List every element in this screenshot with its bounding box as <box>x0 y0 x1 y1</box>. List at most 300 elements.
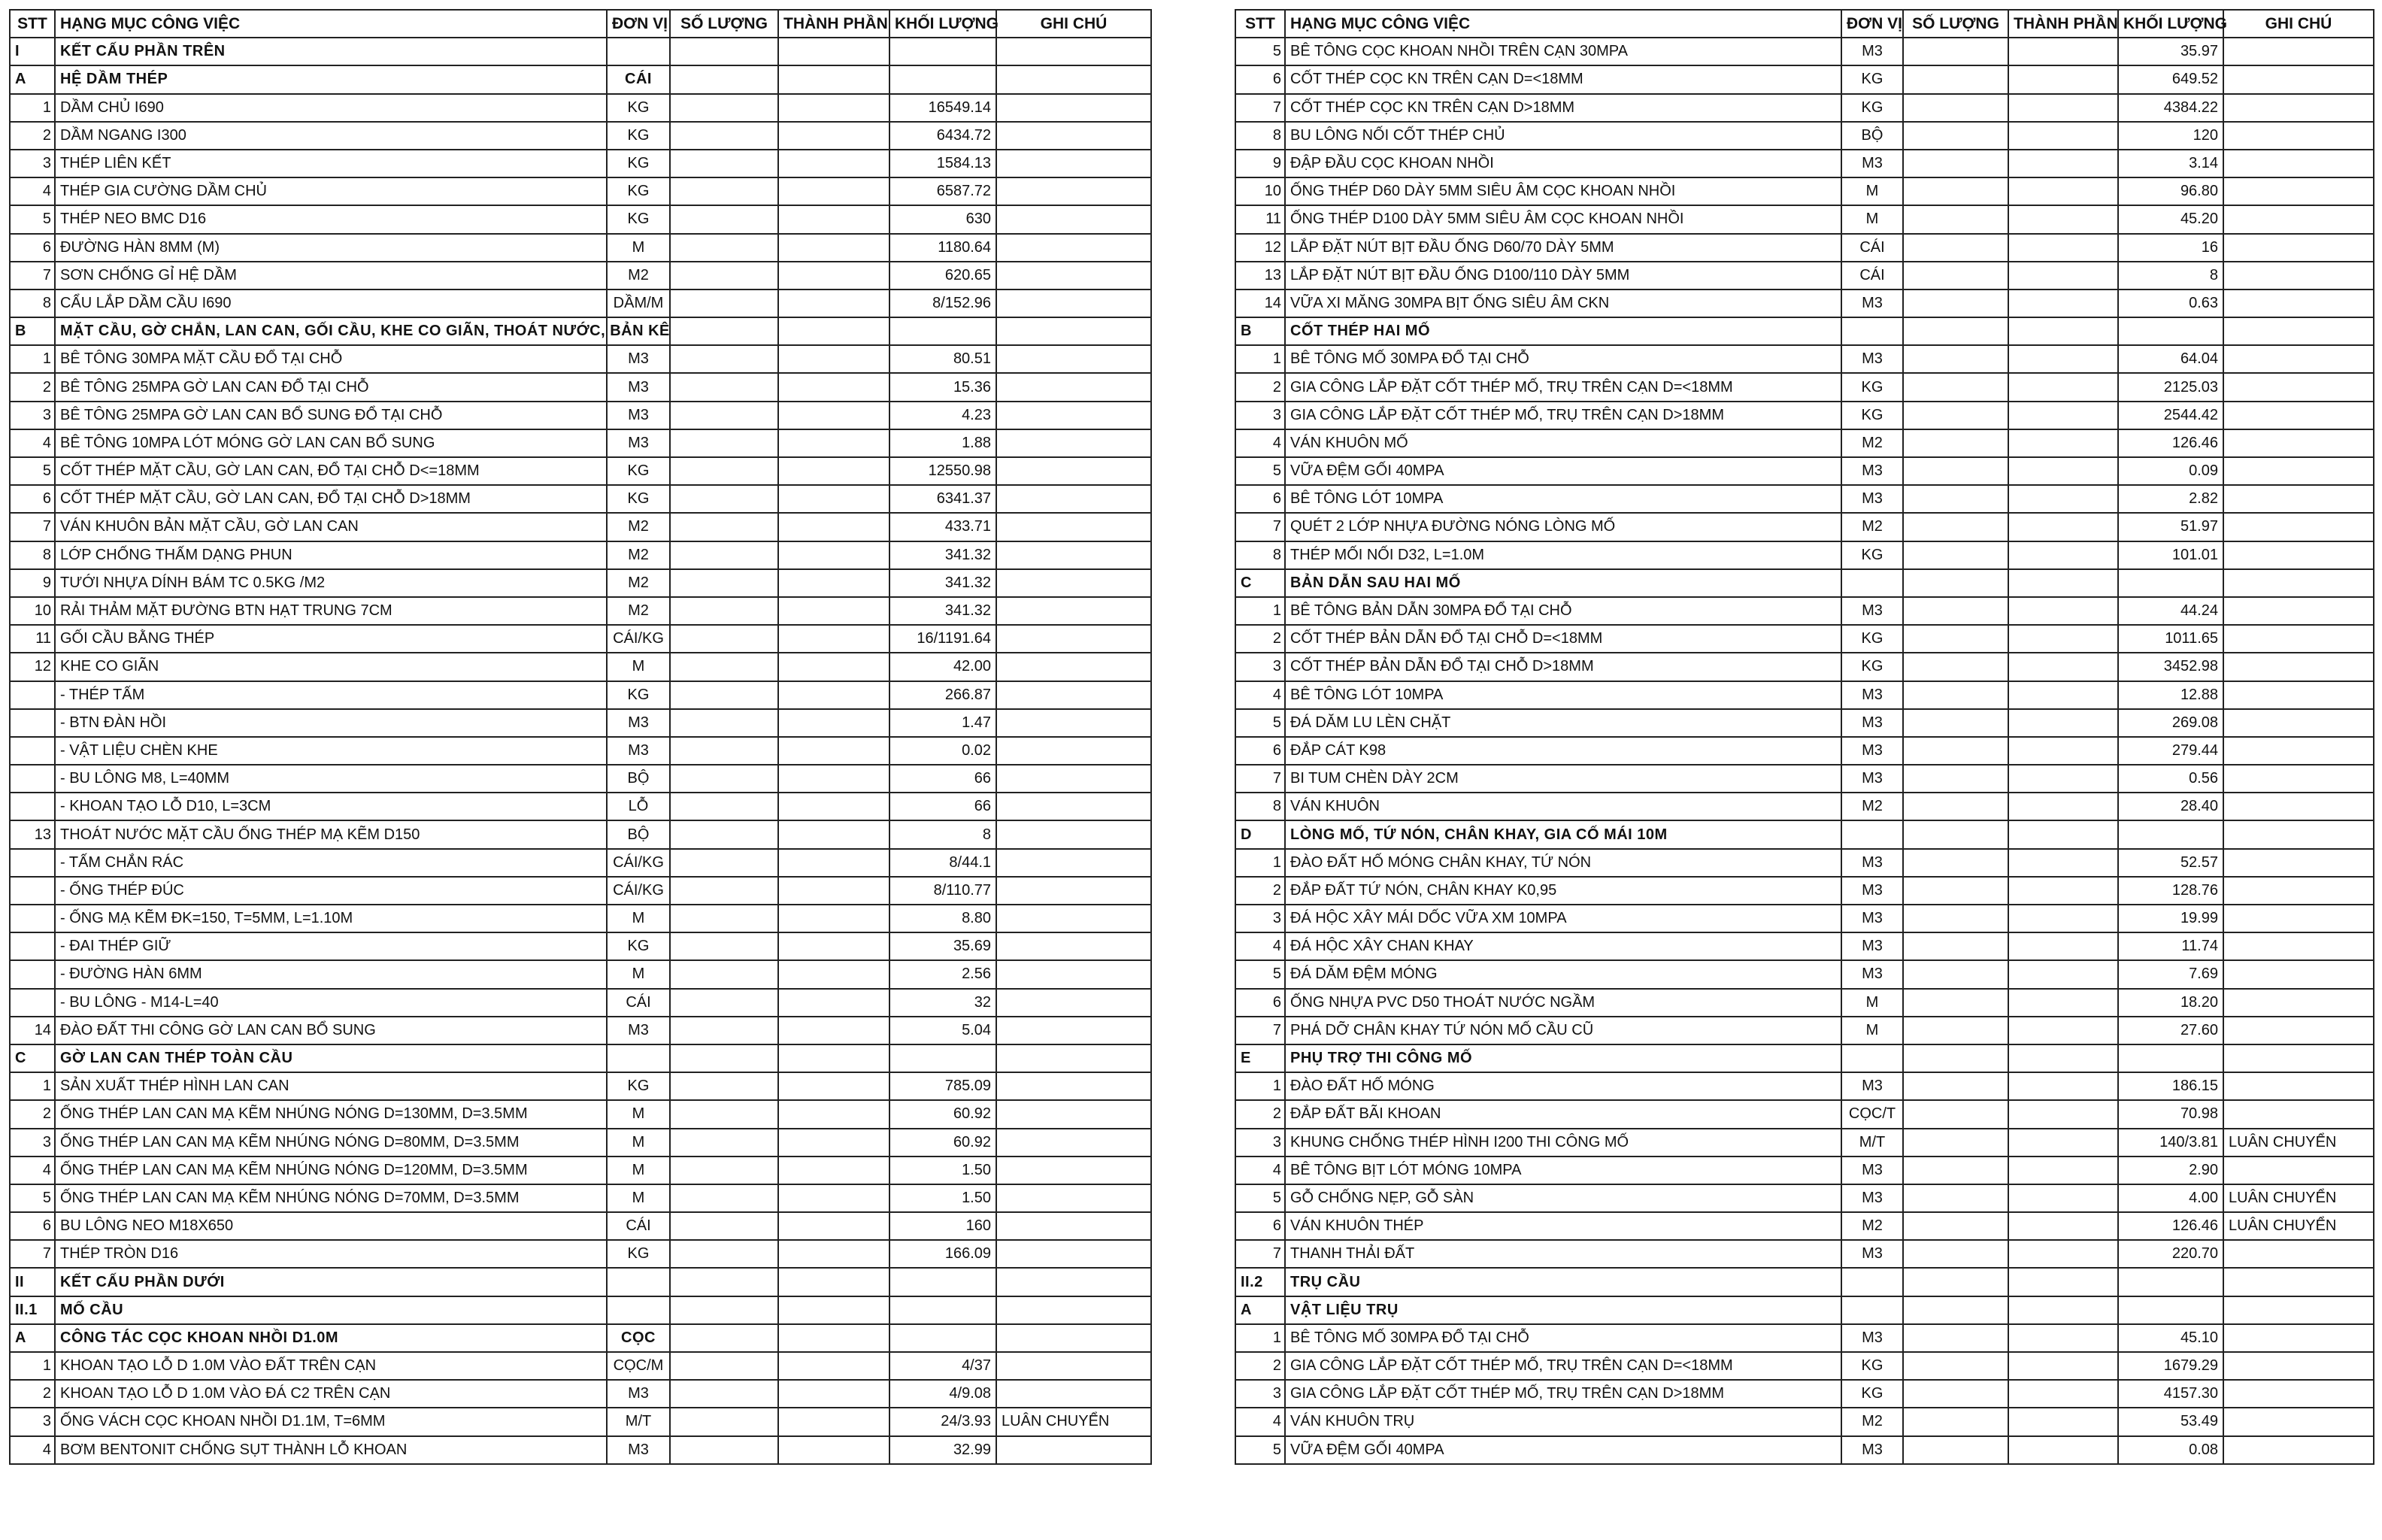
cell-item: - ỐNG MẠ KẼM ĐK=150, T=5MM, L=1.10M <box>55 905 607 932</box>
cell-component <box>778 625 889 653</box>
cell-component <box>778 597 889 625</box>
cell-volume: 12.88 <box>2118 681 2223 709</box>
cell-component <box>2008 1324 2118 1352</box>
cell-item: BÊ TÔNG BẢN DẪN 30MPA ĐỔ TẠI CHỖ <box>1285 597 1841 625</box>
cell-item: GỐI CẦU BẰNG THÉP <box>55 625 607 653</box>
cell-quantity <box>1903 765 2008 793</box>
cell-stt: 1 <box>10 94 55 122</box>
cell-stt: C <box>10 1044 55 1072</box>
cell-item: CỐT THÉP MẶT CẦU, GỜ LAN CAN, ĐỔ TẠI CHỖ D>18MM <box>55 485 607 513</box>
cell-item: - TẤM CHẮN RÁC <box>55 849 607 877</box>
cell-unit <box>1841 820 1903 848</box>
table-row <box>10 737 1151 765</box>
cell-component <box>778 820 889 848</box>
left-quantity-table <box>9 9 1152 1465</box>
cell-item: CỐT THÉP CỌC KN TRÊN CẠN D>18MM <box>1285 94 1841 122</box>
cell-note <box>996 793 1151 820</box>
cell-stt: 6 <box>1235 989 1285 1017</box>
cell-unit: M2 <box>1841 793 1903 820</box>
cell-note <box>996 765 1151 793</box>
cell-item: VÁN KHUÔN <box>1285 793 1841 820</box>
cell-stt: 7 <box>1235 513 1285 541</box>
table-row <box>10 1017 1151 1044</box>
cell-unit: M2 <box>607 262 670 290</box>
cell-quantity <box>670 765 778 793</box>
cell-stt: 3 <box>10 1408 55 1435</box>
table-row <box>1235 849 2374 877</box>
cell-quantity <box>1903 429 2008 457</box>
table-row <box>1235 765 2374 793</box>
cell-unit: KG <box>1841 373 1903 401</box>
cell-component <box>778 1044 889 1072</box>
cell-note <box>2223 1436 2374 1464</box>
table-row <box>10 1380 1151 1408</box>
cell-note <box>2223 905 2374 932</box>
section-row <box>10 1044 1151 1072</box>
cell-item: - ỐNG THÉP ĐÚC <box>55 877 607 905</box>
cell-stt: 2 <box>1235 373 1285 401</box>
cell-quantity <box>1903 94 2008 122</box>
cell-volume: 140/3.81 <box>2118 1129 2223 1157</box>
cell-item: TRỤ CẦU <box>1285 1268 1841 1296</box>
cell-unit: M3 <box>1841 1184 1903 1212</box>
cell-quantity <box>1903 65 2008 93</box>
cell-item: - BTN ĐÀN HỒI <box>55 709 607 737</box>
cell-component <box>2008 65 2118 93</box>
cell-note <box>996 122 1151 150</box>
cell-stt: 10 <box>1235 177 1285 205</box>
cell-unit <box>607 1268 670 1296</box>
table-row <box>10 205 1151 233</box>
table-row <box>1235 1157 2374 1184</box>
table-row <box>1235 1240 2374 1268</box>
cell-note <box>996 94 1151 122</box>
cell-quantity <box>1903 569 2008 597</box>
cell-unit: BỘ <box>607 820 670 848</box>
cell-quantity <box>670 737 778 765</box>
cell-volume <box>889 1324 996 1352</box>
cell-component <box>778 877 889 905</box>
table-row <box>10 905 1151 932</box>
cell-unit: KG <box>1841 541 1903 569</box>
cell-note <box>2223 932 2374 960</box>
cell-stt: II.2 <box>1235 1268 1285 1296</box>
cell-item: VẬT LIỆU TRỤ <box>1285 1296 1841 1324</box>
cell-stt: 8 <box>1235 793 1285 820</box>
cell-volume: 120 <box>2118 122 2223 150</box>
cell-component <box>2008 1380 2118 1408</box>
cell-stt: 6 <box>1235 737 1285 765</box>
cell-unit: KG <box>607 457 670 485</box>
cell-item: ĐÁ HỘC XÂY MÁI DỐC VỮA XM 10MPA <box>1285 905 1841 932</box>
cell-volume: 3452.98 <box>2118 653 2223 681</box>
cell-quantity <box>670 1184 778 1212</box>
table-row <box>10 94 1151 122</box>
table-row <box>10 1240 1151 1268</box>
cell-unit: BỘ <box>1841 122 1903 150</box>
cell-stt: 13 <box>1235 262 1285 290</box>
table-row <box>10 989 1151 1017</box>
cell-component <box>778 653 889 681</box>
cell-item: BI TUM CHÈN DÀY 2CM <box>1285 765 1841 793</box>
cell-stt: 7 <box>10 1240 55 1268</box>
table-row <box>10 1157 1151 1184</box>
cell-unit: CÁI/KG <box>607 625 670 653</box>
cell-volume: 101.01 <box>2118 541 2223 569</box>
cell-item: VỮA XI MĂNG 30MPA BỊT ỐNG SIÊU ÂM CKN <box>1285 290 1841 317</box>
cell-item: ỐNG NHỰA PVC D50 THOÁT NƯỚC NGẦM <box>1285 989 1841 1017</box>
cell-unit: CỌC/M <box>607 1352 670 1380</box>
cell-stt: 4 <box>10 429 55 457</box>
cell-volume: 60.92 <box>889 1100 996 1128</box>
cell-note <box>2223 38 2374 65</box>
cell-stt: 4 <box>10 177 55 205</box>
cell-component <box>778 234 889 262</box>
cell-stt: 2 <box>10 122 55 150</box>
cell-component <box>2008 625 2118 653</box>
cell-note <box>996 402 1151 429</box>
cell-volume: 1679.29 <box>2118 1352 2223 1380</box>
table-row <box>1235 1324 2374 1352</box>
cell-stt: 11 <box>1235 205 1285 233</box>
cell-item: ĐƯỜNG HÀN 8MM (M) <box>55 234 607 262</box>
cell-item: BU LÔNG NỐI CỐT THÉP CHỦ <box>1285 122 1841 150</box>
cell-quantity <box>670 1240 778 1268</box>
cell-component <box>2008 373 2118 401</box>
cell-note <box>2223 234 2374 262</box>
cell-item: ĐÁ DĂM LU LÈN CHẶT <box>1285 709 1841 737</box>
cell-stt: 9 <box>1235 150 1285 177</box>
cell-quantity <box>670 625 778 653</box>
cell-stt: 1 <box>1235 597 1285 625</box>
cell-stt: 8 <box>1235 122 1285 150</box>
cell-note <box>2223 989 2374 1017</box>
cell-note <box>996 625 1151 653</box>
cell-unit: M3 <box>1841 1072 1903 1100</box>
cell-stt: 14 <box>10 1017 55 1044</box>
cell-quantity <box>1903 1017 2008 1044</box>
table-row <box>1235 1352 2374 1380</box>
cell-quantity <box>670 177 778 205</box>
cell-note <box>2223 709 2374 737</box>
header-unit: ĐƠN VỊ <box>607 10 670 38</box>
cell-note <box>2223 402 2374 429</box>
cell-note <box>996 1324 1151 1352</box>
cell-note <box>996 373 1151 401</box>
cell-stt: 3 <box>1235 653 1285 681</box>
cell-component <box>2008 1296 2118 1324</box>
cell-note <box>996 205 1151 233</box>
cell-note: LUÂN CHUYỂN <box>2223 1184 2374 1212</box>
cell-item: - BU LÔNG M8, L=40MM <box>55 765 607 793</box>
cell-item: HỆ DẦM THÉP <box>55 65 607 93</box>
cell-stt: 3 <box>1235 402 1285 429</box>
cell-note <box>2223 1240 2374 1268</box>
cell-stt: 5 <box>10 205 55 233</box>
cell-component <box>2008 793 2118 820</box>
cell-volume: 42.00 <box>889 653 996 681</box>
cell-quantity <box>670 150 778 177</box>
cell-item: - BU LÔNG - M14-L=40 <box>55 989 607 1017</box>
cell-component <box>2008 345 2118 373</box>
cell-quantity <box>1903 1268 2008 1296</box>
cell-note <box>996 597 1151 625</box>
table-row <box>1235 65 2374 93</box>
cell-unit: M2 <box>607 597 670 625</box>
table-row <box>10 1072 1151 1100</box>
cell-unit <box>1841 1268 1903 1296</box>
cell-volume: 2.82 <box>2118 485 2223 513</box>
table-row <box>1235 262 2374 290</box>
cell-component <box>2008 765 2118 793</box>
cell-component <box>2008 1129 2118 1157</box>
cell-item: LÒNG MỐ, TỨ NÓN, CHÂN KHAY, GIA CỐ MÁI 10M <box>1285 820 1841 848</box>
cell-volume: 4/37 <box>889 1352 996 1380</box>
cell-stt: 13 <box>10 820 55 848</box>
cell-note <box>2223 877 2374 905</box>
cell-note <box>996 1129 1151 1157</box>
cell-unit: KG <box>1841 1380 1903 1408</box>
cell-component <box>2008 597 2118 625</box>
cell-stt: D <box>1235 820 1285 848</box>
cell-item: THÉP GIA CƯỜNG DẦM CHỦ <box>55 177 607 205</box>
cell-unit <box>607 1044 670 1072</box>
cell-item: GỜ LAN CAN THÉP TOÀN CẦU <box>55 1044 607 1072</box>
section-row <box>1235 569 2374 597</box>
table-row <box>10 569 1151 597</box>
cell-note <box>996 1436 1151 1464</box>
cell-unit: M3 <box>1841 1240 1903 1268</box>
cell-component <box>2008 38 2118 65</box>
cell-item: MỐ CẦU <box>55 1296 607 1324</box>
cell-stt: 7 <box>10 262 55 290</box>
cell-volume: 0.63 <box>2118 290 2223 317</box>
cell-component <box>2008 541 2118 569</box>
cell-quantity <box>670 205 778 233</box>
cell-unit: M/T <box>607 1408 670 1435</box>
cell-volume: 96.80 <box>2118 177 2223 205</box>
cell-unit <box>1841 569 1903 597</box>
cell-volume: 1180.64 <box>889 234 996 262</box>
cell-unit: M2 <box>1841 429 1903 457</box>
cell-quantity <box>1903 877 2008 905</box>
cell-unit: M3 <box>1841 932 1903 960</box>
cell-stt <box>10 849 55 877</box>
cell-stt: 2 <box>1235 877 1285 905</box>
cell-volume: 45.20 <box>2118 205 2223 233</box>
cell-item: DẦM NGANG I300 <box>55 122 607 150</box>
section-row <box>10 1268 1151 1296</box>
cell-note <box>2223 1072 2374 1100</box>
cell-volume: 3.14 <box>2118 150 2223 177</box>
cell-stt: 4 <box>1235 1157 1285 1184</box>
cell-stt: 3 <box>1235 1129 1285 1157</box>
cell-unit: KG <box>607 485 670 513</box>
cell-unit: M3 <box>1841 150 1903 177</box>
cell-component <box>778 94 889 122</box>
section-row <box>10 65 1151 93</box>
cell-volume: 8/44.1 <box>889 849 996 877</box>
cell-stt: 6 <box>1235 65 1285 93</box>
cell-component <box>2008 1044 2118 1072</box>
table-row <box>1235 737 2374 765</box>
cell-item: BÊ TÔNG 25MPA GỜ LAN CAN BỔ SUNG ĐỔ TẠI CHỖ <box>55 402 607 429</box>
cell-volume: 166.09 <box>889 1240 996 1268</box>
header-item: HẠNG MỤC CÔNG VIỆC <box>1285 10 1841 38</box>
cell-volume: 35.97 <box>2118 38 2223 65</box>
cell-item: KHUNG CHỐNG THÉP HÌNH I200 THI CÔNG MỐ <box>1285 1129 1841 1157</box>
cell-stt: 8 <box>1235 541 1285 569</box>
cell-item: VÁN KHUÔN THÉP <box>1285 1212 1841 1240</box>
cell-note: LUÂN CHUYỂN <box>2223 1212 2374 1240</box>
cell-quantity <box>1903 625 2008 653</box>
right-quantity-table <box>1235 9 2374 1465</box>
cell-quantity <box>670 849 778 877</box>
cell-volume: 266.87 <box>889 681 996 709</box>
table-row <box>1235 625 2374 653</box>
cell-stt <box>10 709 55 737</box>
cell-component <box>778 737 889 765</box>
cell-item: BÊ TÔNG MỐ 30MPA ĐỔ TẠI CHỖ <box>1285 1324 1841 1352</box>
table-row <box>10 373 1151 401</box>
cell-stt: A <box>1235 1296 1285 1324</box>
cell-volume <box>2118 569 2223 597</box>
cell-volume: 4.00 <box>2118 1184 2223 1212</box>
cell-quantity <box>670 877 778 905</box>
table-row <box>1235 122 2374 150</box>
cell-stt: 3 <box>10 1129 55 1157</box>
cell-note <box>2223 737 2374 765</box>
cell-note <box>2223 960 2374 988</box>
cell-unit <box>1841 1296 1903 1324</box>
cell-component <box>2008 1072 2118 1100</box>
cell-unit: M3 <box>1841 709 1903 737</box>
cell-item: BÊ TÔNG 10MPA LÓT MÓNG GỜ LAN CAN BỔ SUNG <box>55 429 607 457</box>
cell-component <box>778 989 889 1017</box>
cell-component <box>2008 1352 2118 1380</box>
cell-unit: M <box>607 1129 670 1157</box>
cell-quantity <box>670 1268 778 1296</box>
cell-quantity <box>1903 681 2008 709</box>
cell-unit <box>1841 1044 1903 1072</box>
cell-note <box>996 457 1151 485</box>
cell-quantity <box>670 38 778 65</box>
cell-stt: 1 <box>10 345 55 373</box>
cell-stt: 3 <box>1235 1380 1285 1408</box>
cell-item: - ĐAI THÉP GIỮ <box>55 932 607 960</box>
cell-volume: 1.50 <box>889 1157 996 1184</box>
cell-note <box>996 1184 1151 1212</box>
table-row <box>1235 205 2374 233</box>
cell-stt: 6 <box>1235 485 1285 513</box>
header-note: GHI CHÚ <box>2223 10 2374 38</box>
cell-quantity <box>670 485 778 513</box>
cell-item: LẮP ĐẶT NÚT BỊT ĐẦU ỐNG D60/70 DÀY 5MM <box>1285 234 1841 262</box>
cell-volume: 2.56 <box>889 960 996 988</box>
cell-component <box>2008 1017 2118 1044</box>
cell-quantity <box>1903 150 2008 177</box>
cell-quantity <box>670 1380 778 1408</box>
cell-item: BÊ TÔNG MỐ 30MPA ĐỔ TẠI CHỖ <box>1285 345 1841 373</box>
cell-component <box>778 1436 889 1464</box>
cell-note <box>2223 373 2374 401</box>
cell-unit: KG <box>607 681 670 709</box>
section-row <box>1235 820 2374 848</box>
cell-note <box>2223 1157 2374 1184</box>
header-component: THÀNH PHẦN <box>2008 10 2118 38</box>
cell-unit: M <box>1841 1017 1903 1044</box>
cell-note <box>2223 793 2374 820</box>
cell-stt: 5 <box>1235 38 1285 65</box>
cell-item: - ĐƯỜNG HÀN 6MM <box>55 960 607 988</box>
cell-stt: 7 <box>1235 1240 1285 1268</box>
cell-volume: 16 <box>2118 234 2223 262</box>
table-row <box>1235 989 2374 1017</box>
header-item: HẠNG MỤC CÔNG VIỆC <box>55 10 607 38</box>
section-row <box>1235 1296 2374 1324</box>
cell-component <box>2008 1100 2118 1128</box>
cell-volume: 27.60 <box>2118 1017 2223 1044</box>
table-row <box>10 1436 1151 1464</box>
cell-quantity <box>670 1072 778 1100</box>
cell-note <box>2223 1296 2374 1324</box>
cell-stt: II <box>10 1268 55 1296</box>
cell-note <box>996 1380 1151 1408</box>
cell-item: KHE CO GIÃN <box>55 653 607 681</box>
cell-component <box>2008 1408 2118 1435</box>
cell-component <box>2008 457 2118 485</box>
table-row <box>1235 150 2374 177</box>
cell-unit: KG <box>1841 94 1903 122</box>
cell-quantity <box>1903 1408 2008 1435</box>
cell-item: QUÉT 2 LỚP NHỰA ĐƯỜNG NÓNG LÒNG MỐ <box>1285 513 1841 541</box>
cell-note <box>2223 1044 2374 1072</box>
cell-unit: M3 <box>1841 877 1903 905</box>
cell-volume: 269.08 <box>2118 709 2223 737</box>
cell-note <box>2223 681 2374 709</box>
table-row <box>1235 877 2374 905</box>
cell-volume: 66 <box>889 765 996 793</box>
cell-stt: B <box>1235 317 1285 345</box>
cell-note <box>996 1072 1151 1100</box>
cell-item: ĐÁ DĂM ĐỆM MÓNG <box>1285 960 1841 988</box>
cell-stt <box>10 681 55 709</box>
table-row <box>10 709 1151 737</box>
cell-volume <box>2118 820 2223 848</box>
cell-component <box>778 1129 889 1157</box>
cell-stt: 5 <box>10 1184 55 1212</box>
cell-component <box>778 541 889 569</box>
cell-note <box>996 317 1151 345</box>
cell-volume: 126.46 <box>2118 1212 2223 1240</box>
cell-stt: 12 <box>1235 234 1285 262</box>
cell-unit: CỌC/T <box>1841 1100 1903 1128</box>
cell-quantity <box>1903 541 2008 569</box>
section-row <box>10 1296 1151 1324</box>
cell-quantity <box>670 989 778 1017</box>
cell-stt: 3 <box>10 150 55 177</box>
cell-stt: 4 <box>1235 932 1285 960</box>
cell-stt: 5 <box>10 457 55 485</box>
cell-note <box>2223 1017 2374 1044</box>
cell-volume: 8/110.77 <box>889 877 996 905</box>
cell-item: VỮA ĐỆM GỐI 40MPA <box>1285 1436 1841 1464</box>
table-row <box>1235 1436 2374 1464</box>
cell-item: PHÁ DỠ CHÂN KHAY TỨ NÓN MỐ CẦU CŨ <box>1285 1017 1841 1044</box>
cell-item: CỐT THÉP BẢN DẪN ĐỔ TẠI CHỖ D>18MM <box>1285 653 1841 681</box>
cell-unit: M2 <box>1841 1212 1903 1240</box>
cell-volume <box>889 65 996 93</box>
